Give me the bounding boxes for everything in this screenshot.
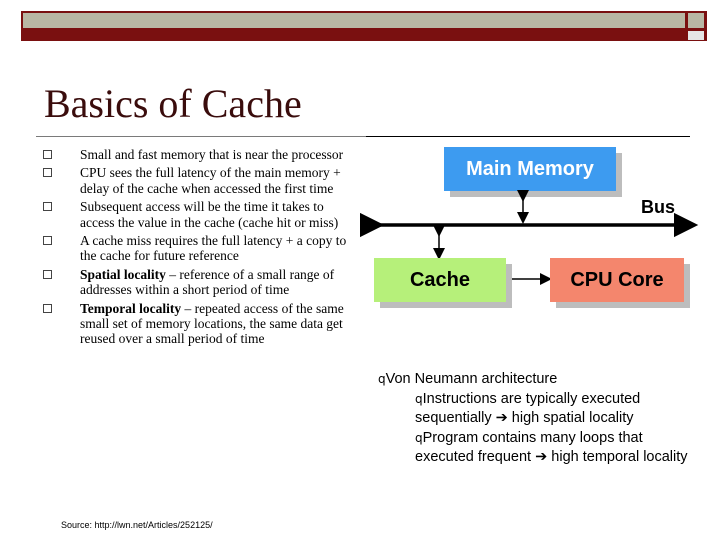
right-arrow-icon: ➔ bbox=[495, 410, 508, 426]
title-underline bbox=[36, 136, 366, 137]
source-citation: Source: http://lwn.net/Articles/252125/ bbox=[61, 520, 213, 530]
list-heading: Von Neumann architecture bbox=[385, 371, 558, 387]
list-item bbox=[378, 429, 698, 468]
cache-label: Cache bbox=[409, 268, 471, 291]
title-underline-right bbox=[366, 136, 690, 137]
top-bar-square-bottom bbox=[688, 31, 704, 40]
q-bullet-icon: q bbox=[378, 372, 386, 386]
bullet-item bbox=[40, 233, 360, 264]
top-bar-square-top bbox=[688, 13, 704, 28]
bullet-text: – reference of a small range of addresses within a short period of time bbox=[80, 266, 335, 298]
von-neumann-list bbox=[378, 370, 698, 468]
memory-diagram bbox=[366, 138, 696, 318]
cpu-core-label: CPU Core bbox=[570, 268, 664, 291]
bullet-text: CPU sees the full latency of the main memory + delay of the cache when accessed the first time bbox=[80, 165, 341, 196]
list-text: Program contains many loops that executed frequent bbox=[415, 429, 643, 465]
bus-label: Bus bbox=[641, 197, 676, 217]
list-text: Instructions are typically executed sequentially bbox=[415, 390, 641, 426]
checkbox-bullet-icon bbox=[43, 202, 52, 211]
bullet-text: Small and fast memory that is near the processor bbox=[80, 147, 344, 162]
checkbox-bullet-icon bbox=[43, 270, 52, 279]
bullet-text: – repeated access of the same small set of memory locations, the same data get reused over a small period of time bbox=[80, 300, 344, 347]
list-text: high spatial locality bbox=[507, 410, 634, 426]
bullet-item bbox=[40, 199, 360, 230]
bullet-item bbox=[40, 267, 360, 298]
main-memory-label: Main Memory bbox=[466, 157, 594, 180]
right-arrow-icon: ➔ bbox=[535, 449, 548, 465]
checkbox-bullet-icon bbox=[43, 236, 52, 245]
bullet-item bbox=[40, 147, 360, 162]
bullet-item bbox=[40, 165, 360, 196]
q-bullet-icon: q bbox=[415, 430, 423, 445]
top-bar-strip bbox=[23, 13, 685, 28]
bullet-item bbox=[40, 301, 360, 347]
checkbox-bullet-icon bbox=[43, 304, 52, 313]
checkbox-bullet-icon bbox=[43, 168, 52, 177]
bullet-text: Subsequent access will be the time it takes to access the value in the cache (cache hit or miss) bbox=[80, 199, 339, 230]
cpu-core-box bbox=[550, 258, 684, 302]
list-text: high temporal locality bbox=[547, 449, 688, 465]
bullet-list bbox=[40, 147, 360, 350]
checkbox-bullet-icon bbox=[43, 150, 52, 159]
list-item bbox=[378, 390, 698, 429]
bullet-term-spatial-locality: Spatial locality bbox=[80, 266, 166, 282]
q-bullet-icon: q bbox=[415, 391, 423, 406]
bullet-term-temporal-locality: Temporal locality bbox=[80, 300, 182, 316]
slide-title: Basics of Cache bbox=[44, 81, 302, 126]
list-item bbox=[378, 370, 698, 390]
cache-box bbox=[374, 258, 506, 302]
bullet-text: A cache miss requires the full latency + a copy to the cache for future reference bbox=[80, 233, 347, 264]
